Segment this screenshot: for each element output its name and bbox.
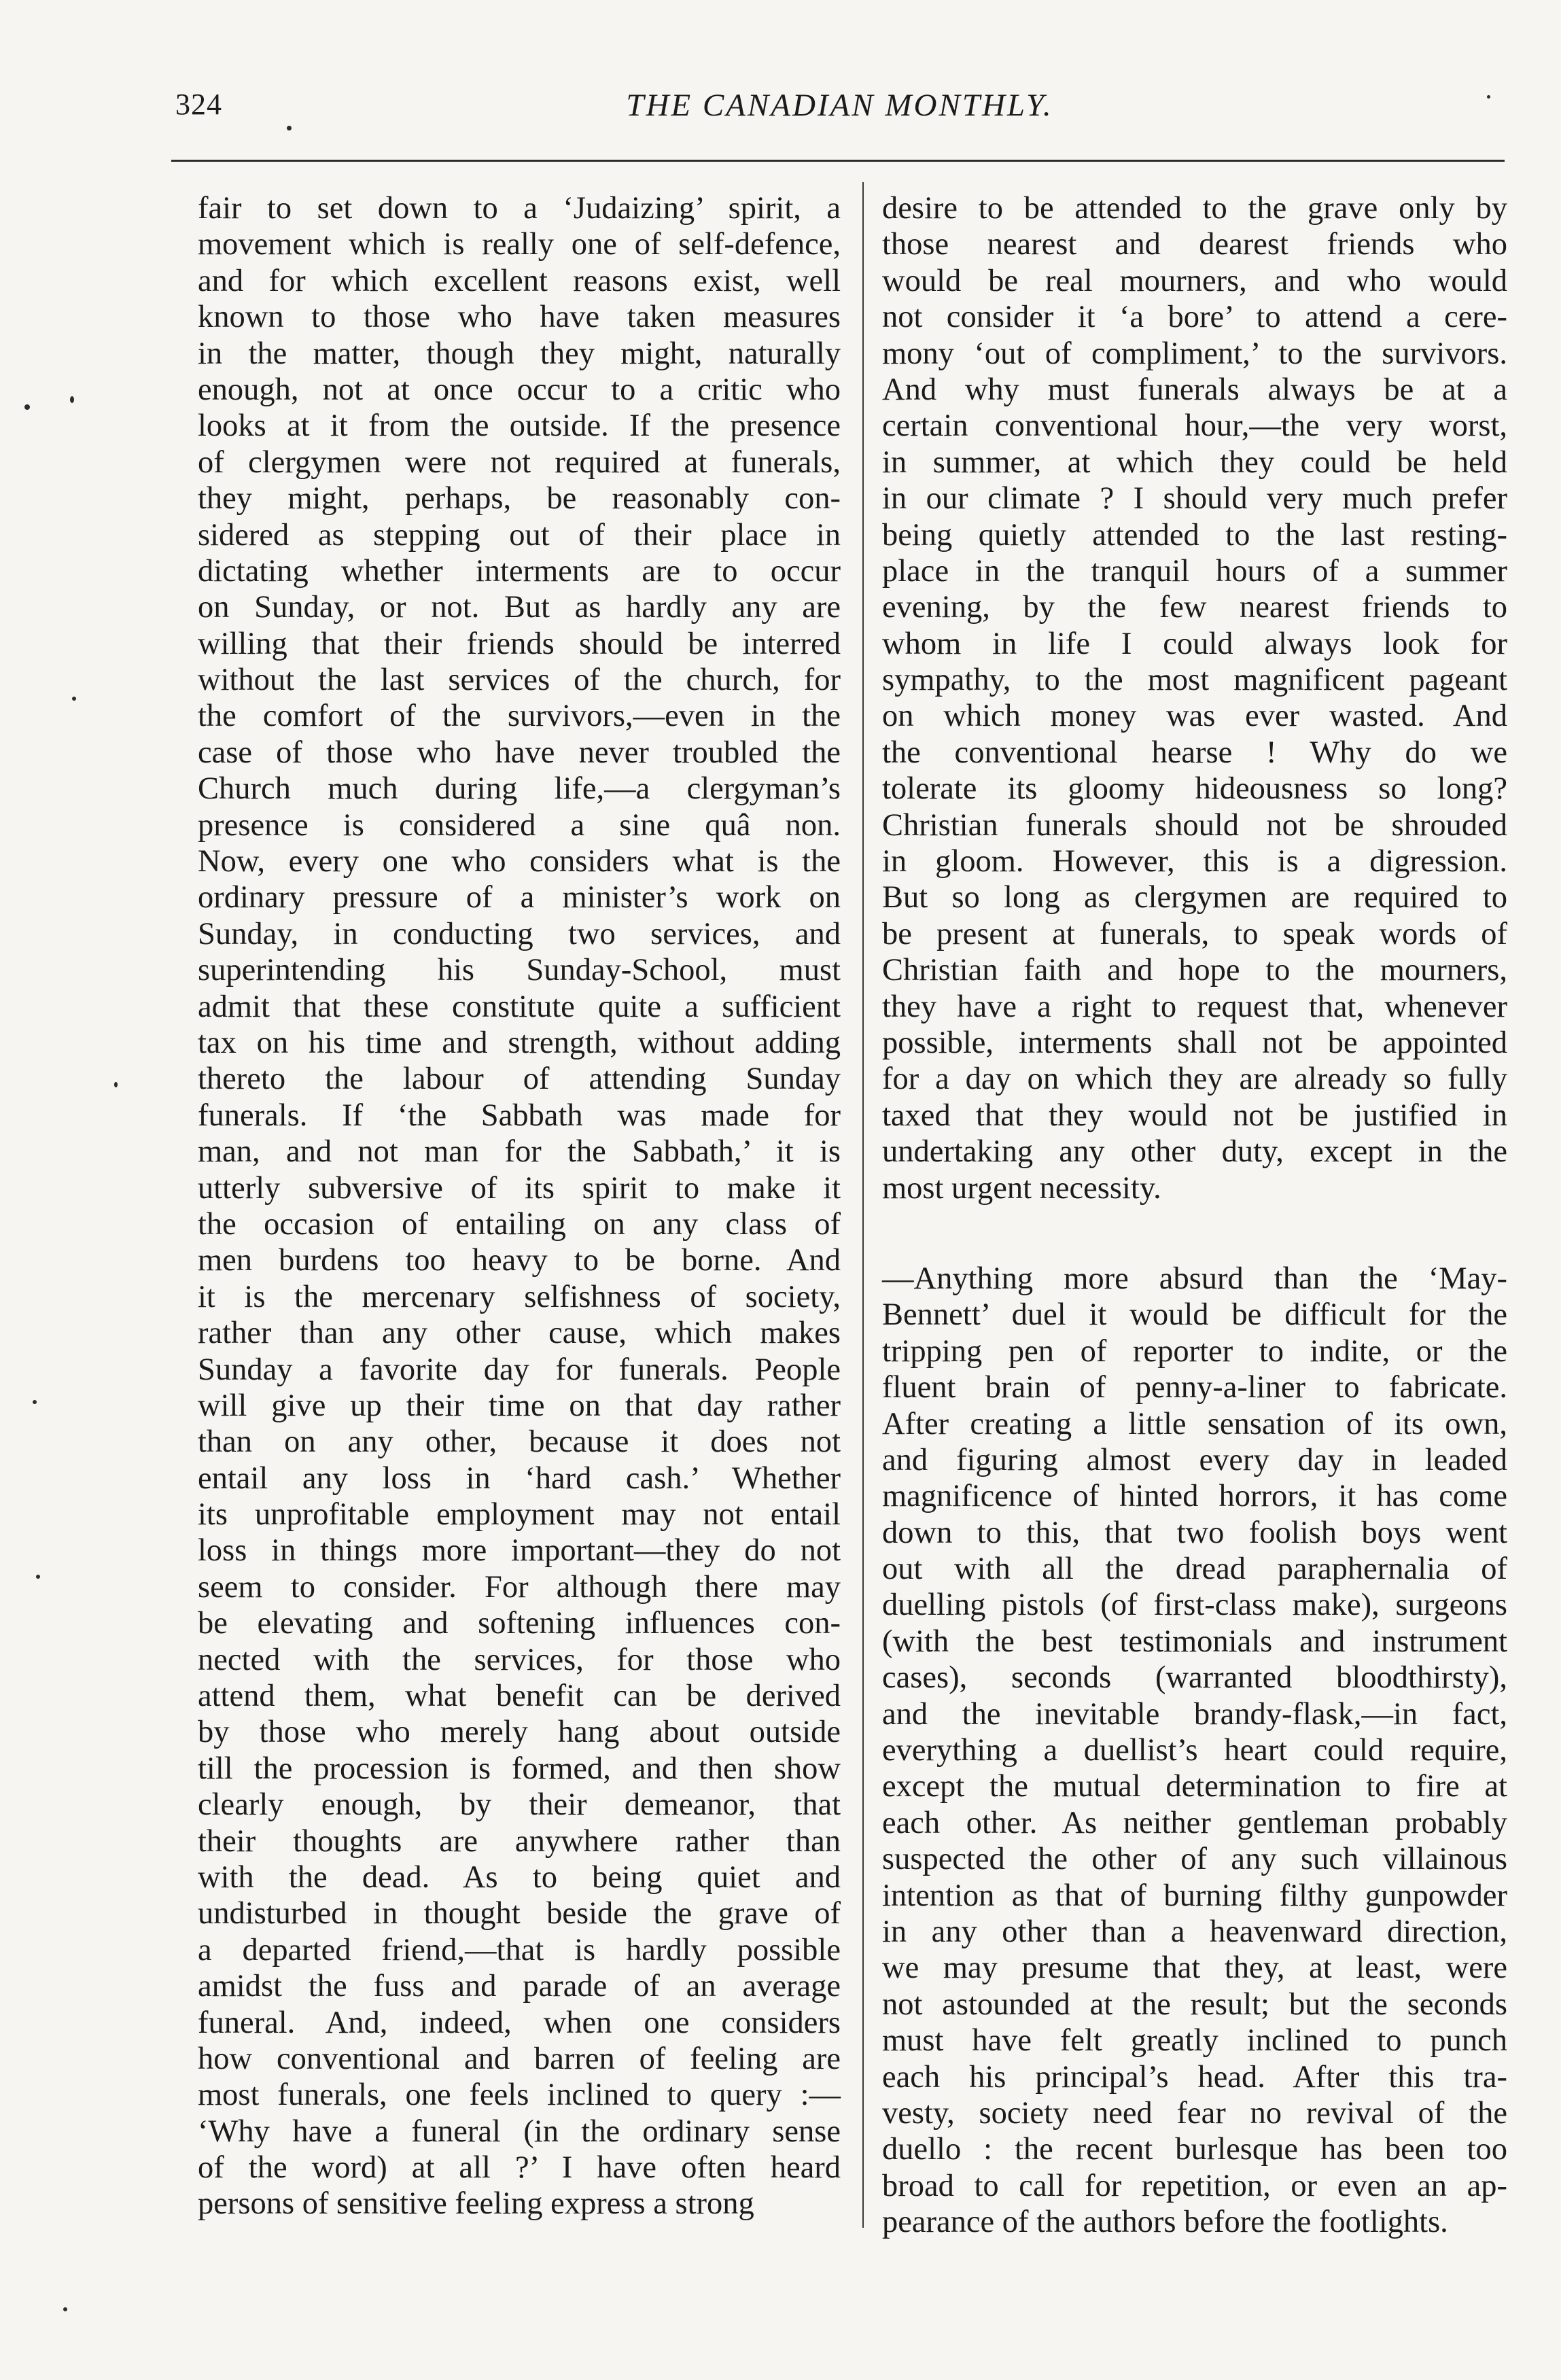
text-line: loss in things more important—they do not	[198, 1533, 841, 1569]
text-line: desire to be attended to the grave only by	[882, 191, 1507, 226]
text-line: known to those who have taken measures	[198, 300, 841, 335]
text-line: rather than any other cause, which makes	[198, 1316, 841, 1351]
text-line: they have a right to request that, whenever	[882, 989, 1507, 1024]
text-line: broad to call for repetition, or even an ap-	[882, 2168, 1507, 2203]
text-line: out with all the dread paraphernalia of	[882, 1552, 1507, 1587]
text-line: —Anything more absurd than the ‘May-	[882, 1261, 1507, 1296]
text-line: funeral. And, indeed, when one considers	[198, 2005, 841, 2040]
text-line: ordinary pressure of a minister’s work on	[198, 880, 841, 915]
text-line: down to this, that two foolish boys went	[882, 1515, 1507, 1550]
text-line: must have felt greatly inclined to punch	[882, 2023, 1507, 2059]
text-line: ‘Why have a funeral (in the ordinary sense	[198, 2114, 841, 2149]
text-line: on Sunday, or not. But as hardly any are	[198, 590, 841, 625]
text-line: tax on his time and strength, without adding	[198, 1025, 841, 1060]
text-line: men burdens too heavy to be borne. And	[198, 1243, 841, 1278]
text-line: not astounded at the result; but the seconds	[882, 1987, 1507, 2022]
text-line: their thoughts are anywhere rather than	[198, 1823, 841, 1859]
text-line: Sunday, in conducting two services, and	[198, 916, 841, 951]
text-line: we may presume that they, at least, were	[882, 1950, 1507, 1986]
text-line: seem to consider. For although there may	[198, 1569, 841, 1605]
text-line: fluent brain of penny-a-liner to fabricate.	[882, 1370, 1507, 1405]
text-line: suspected the other of any such villainous	[882, 1842, 1507, 1877]
text-line: taxed that they would not be justified in	[882, 1098, 1507, 1133]
text-line: And why must funerals always be at a	[882, 372, 1507, 407]
text-line: except the mutual determination to fire at	[882, 1769, 1507, 1804]
text-line: will give up their time on that day rather	[198, 1388, 841, 1423]
column-divider	[862, 182, 864, 2228]
margin-speck	[1487, 95, 1490, 99]
text-line: tripping pen of reporter to indite, or the	[882, 1333, 1507, 1369]
margin-speck	[114, 1082, 118, 1087]
text-line: not consider it ‘a bore’ to attend a cere-	[882, 300, 1507, 335]
text-line: everything a duellist’s heart could require,	[882, 1733, 1507, 1768]
paragraph-gap	[882, 1206, 1507, 1261]
text-line: nected with the services, for those who	[198, 1642, 841, 1677]
text-line: dictating whether interments are to occur	[198, 553, 841, 589]
text-line: Christian funerals should not be shrouded	[882, 807, 1507, 843]
text-line: superintending his Sunday-School, must	[198, 953, 841, 988]
text-line: Bennett’ duel it would be difficult for the	[882, 1297, 1507, 1333]
text-line: Christian faith and hope to the mourners,	[882, 953, 1507, 988]
margin-speck	[36, 1575, 40, 1579]
text-line: Sunday a favorite day for funerals. People	[198, 1352, 841, 1387]
text-line: place in the tranquil hours of a summer	[882, 553, 1507, 589]
text-line: intention as that of burning filthy gunpowder	[882, 1878, 1507, 1913]
text-line: than on any other, because it does not	[198, 1424, 841, 1460]
text-line: undisturbed in thought beside the grave of	[198, 1896, 841, 1931]
text-line: on which money was ever wasted. And	[882, 699, 1507, 734]
text-line: sympathy, to the most magnificent pageant	[882, 663, 1507, 698]
text-line: utterly subversive of its spirit to make it	[198, 1170, 841, 1206]
margin-speck	[63, 2307, 67, 2311]
text-line: without the last services of the church, for	[198, 663, 841, 698]
text-line: willing that their friends should be interred	[198, 626, 841, 661]
text-line: the comfort of the survivors,—even in the	[198, 699, 841, 734]
text-line: Church much during life,—a clergyman’s	[198, 771, 841, 807]
left-column	[198, 190, 841, 2222]
text-line: till the procession is formed, and then show	[198, 1751, 841, 1786]
text-line: those nearest and dearest friends who	[882, 227, 1507, 262]
text-line: be elevating and softening influences con-	[198, 1606, 841, 1641]
text-line: vesty, society need fear no revival of the	[882, 2095, 1507, 2131]
text-line: enough, not at once occur to a critic who	[198, 372, 841, 407]
text-line: magnificence of hinted horrors, it has come	[882, 1479, 1507, 1514]
text-line: evening, by the few nearest friends to	[882, 590, 1507, 625]
text-line: After creating a little sensation of its own,	[882, 1406, 1507, 1441]
text-line: being quietly attended to the last resting-	[882, 517, 1507, 553]
margin-speck	[33, 1400, 37, 1404]
margin-speck	[287, 126, 292, 130]
text-line: clearly enough, by their demeanor, that	[198, 1787, 841, 1823]
text-line: certain conventional hour,—the very worst,	[882, 408, 1507, 444]
running-title: THE CANADIAN MONTHLY.	[626, 88, 1053, 123]
text-line: But so long as clergymen are required to	[882, 880, 1507, 915]
text-line: man, and not man for the Sabbath,’ it is	[198, 1134, 841, 1170]
text-line: duello : the recent burlesque has been too	[882, 2132, 1507, 2167]
text-line: and for which excellent reasons exist, well	[198, 263, 841, 298]
text-line: cases), seconds (warranted bloodthirsty),	[882, 1660, 1507, 1696]
text-line: in gloom. However, this is a digression.	[882, 844, 1507, 879]
text-line: and the inevitable brandy-flask,—in fact,	[882, 1696, 1507, 1732]
text-line: entail any loss in ‘hard cash.’ Whether	[198, 1460, 841, 1496]
text-line: would be real mourners, and who would	[882, 263, 1507, 298]
text-line: possible, interments shall not be appointed	[882, 1025, 1507, 1060]
text-line: pearance of the authors before the footlights.	[882, 2205, 1448, 2240]
text-line: tolerate its gloomy hideousness so long?	[882, 771, 1507, 807]
text-line: most urgent necessity.	[882, 1170, 1161, 1206]
page-number: 324	[175, 88, 222, 121]
text-line: and figuring almost every day in leaded	[882, 1442, 1507, 1477]
page-header	[175, 87, 1504, 135]
text-line: of clergymen were not required at funerals,	[198, 444, 841, 480]
text-line: each other. As neither gentleman probably	[882, 1805, 1507, 1840]
text-line: movement which is really one of self-defence,	[198, 227, 841, 262]
text-line: most funerals, one feels inclined to query :—	[198, 2078, 841, 2113]
text-line: admit that these constitute quite a sufficient	[198, 989, 841, 1024]
text-line: presence is considered a sine quâ non.	[198, 807, 841, 843]
text-line: in our climate ? I should very much prefer	[882, 481, 1507, 517]
right-column	[882, 190, 1507, 2240]
text-line: they might, perhaps, be reasonably con-	[198, 481, 841, 517]
text-line: in any other than a heavenward direction,	[882, 1914, 1507, 1949]
margin-speck	[70, 396, 74, 403]
text-line: of the word) at all ?’ I have often heard	[198, 2150, 841, 2186]
text-line: mony ‘out of compliment,’ to the survivors.	[882, 336, 1507, 371]
text-line: funerals. If ‘the Sabbath was made for	[198, 1098, 841, 1133]
text-line: a departed friend,—that is hardly possible	[198, 1932, 841, 1967]
text-line: Now, every one who considers what is the	[198, 844, 841, 879]
text-line: for a day on which they are already so fully	[882, 1062, 1507, 1097]
text-line: (with the best testimonials and instrument	[882, 1624, 1507, 1659]
margin-speck	[72, 697, 76, 701]
text-line: be present at funerals, to speak words of	[882, 916, 1507, 951]
text-line: thereto the labour of attending Sunday	[198, 1062, 841, 1097]
text-line: in the matter, though they might, naturally	[198, 336, 841, 371]
text-line: duelling pistols (of first-class make), surgeons	[882, 1588, 1507, 1623]
text-line: sidered as stepping out of their place in	[198, 517, 841, 553]
text-line: whom in life I could always look for	[882, 626, 1507, 661]
text-line: the occasion of entailing on any class of	[198, 1206, 841, 1242]
text-line: it is the mercenary selfishness of society,	[198, 1279, 841, 1314]
text-line: by those who merely hang about outside	[198, 1715, 841, 1750]
text-line: with the dead. As to being quiet and	[198, 1859, 841, 1895]
text-line: attend them, what benefit can be derived	[198, 1679, 841, 1714]
text-line: fair to set down to a ‘Judaizing’ spirit, a	[198, 191, 841, 226]
text-line: undertaking any other duty, except in the	[882, 1134, 1507, 1170]
margin-speck	[24, 404, 30, 410]
text-line: in summer, at which they could be held	[882, 444, 1507, 480]
text-line: its unprofitable employment may not entail	[198, 1497, 841, 1533]
text-line: each his principal’s head. After this tra-	[882, 2059, 1507, 2095]
text-line: amidst the fuss and parade of an average	[198, 1969, 841, 2004]
text-line: the conventional hearse ! Why do we	[882, 735, 1507, 770]
header-rule	[171, 160, 1505, 162]
text-line: looks at it from the outside. If the presence	[198, 408, 841, 444]
text-line: how conventional and barren of feeling are	[198, 2041, 841, 2076]
text-line: case of those who have never troubled the	[198, 735, 841, 770]
text-line: persons of sensitive feeling express a strong	[198, 2186, 754, 2222]
